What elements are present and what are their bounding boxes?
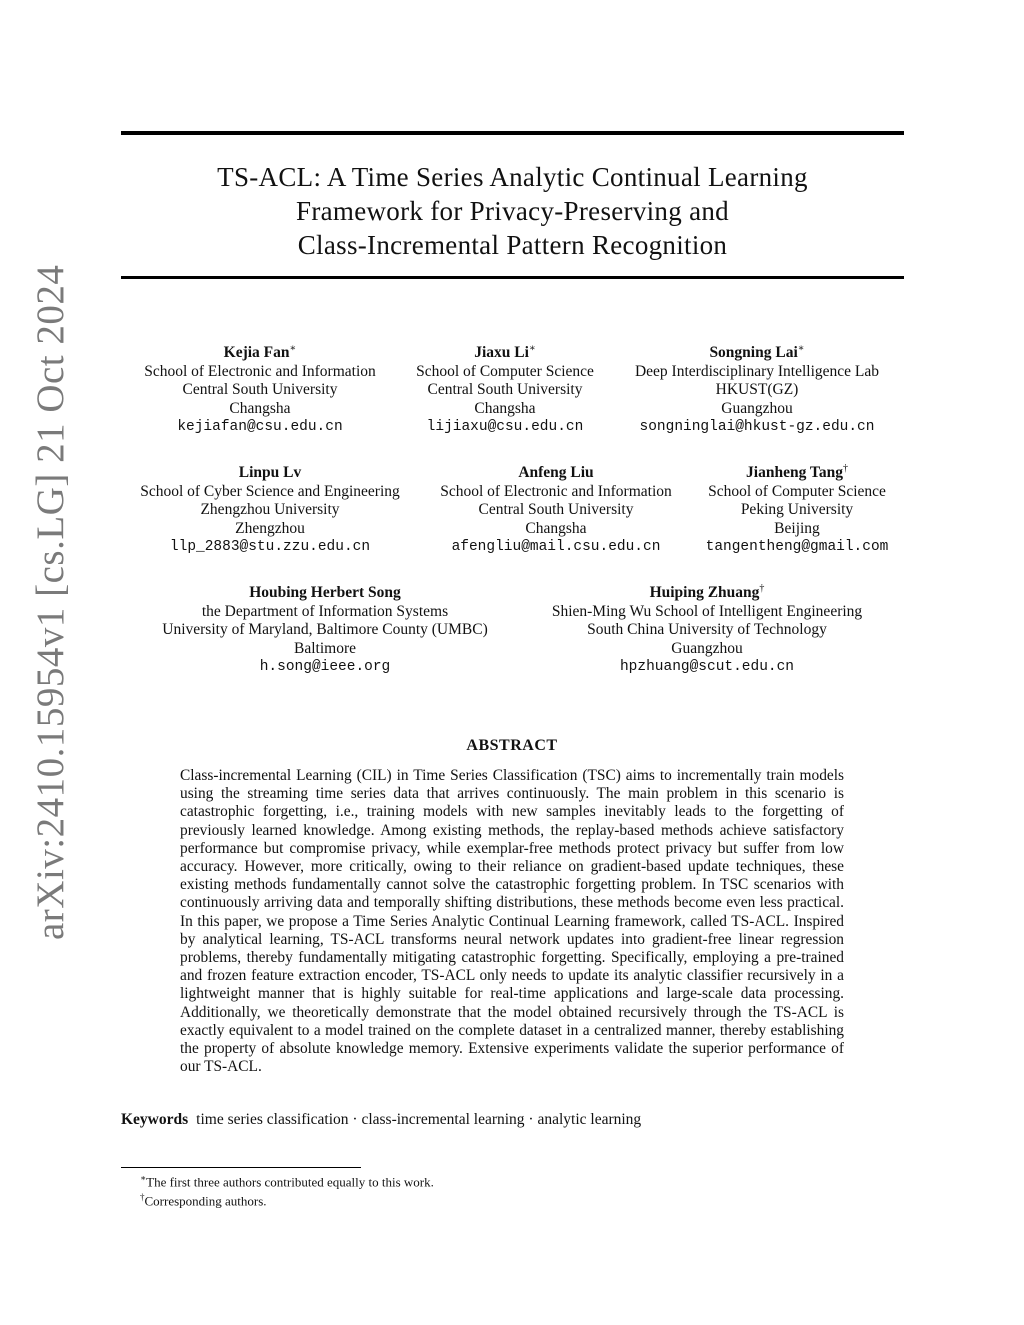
- author-city: Changsha: [525, 519, 587, 537]
- author-block: [145, 580, 505, 677]
- author-city: Guangzhou: [671, 639, 743, 657]
- keywords-text: time series classification · class-incremental learning · analytic learning: [196, 1111, 642, 1128]
- author-city: Guangzhou: [721, 399, 793, 417]
- keywords-label: Keywords: [121, 1111, 189, 1128]
- author-email[interactable]: h.song@ieee.org: [259, 659, 391, 676]
- author-name: Linpu Lv: [238, 464, 302, 482]
- author-email[interactable]: kejiafan@csu.edu.cn: [177, 419, 343, 436]
- author-email[interactable]: llp_2883@stu.zzu.edu.cn: [169, 539, 371, 556]
- author-affiliation: School of Computer Science: [416, 362, 594, 380]
- author-university: Zhengzhou University: [200, 501, 340, 519]
- abstract-heading: ABSTRACT: [466, 737, 558, 754]
- author-name: Houbing Herbert Song: [249, 584, 401, 602]
- author-university: South China University of Technology: [587, 621, 827, 639]
- author-affiliation: School of Electronic and Information: [440, 482, 672, 500]
- author-block: [125, 460, 415, 557]
- author-block: [695, 460, 899, 557]
- author-affiliation: School of Computer Science: [708, 482, 886, 500]
- author-name: Kejia Fan∗: [223, 343, 297, 362]
- author-name: Songning Lai∗: [709, 343, 805, 362]
- footnote: †Corresponding authors.: [140, 1192, 267, 1209]
- author-university: Central South University: [427, 381, 583, 399]
- author-affiliation: Deep Interdisciplinary Intelligence Lab: [634, 362, 880, 380]
- author-name: Huiping Zhuang†: [649, 583, 765, 602]
- author-affiliation: the Department of Information Systems: [201, 602, 449, 620]
- author-city: Baltimore: [294, 639, 356, 657]
- author-block: [425, 460, 687, 557]
- author-university: Central South University: [478, 501, 634, 519]
- author-block: [130, 340, 390, 437]
- paper-title: [121, 160, 904, 262]
- title-line-1: TS-ACL: A Time Series Analytic Continual Learning: [217, 162, 808, 192]
- author-city: Changsha: [474, 399, 536, 417]
- author-email[interactable]: songninglai@hkust-gz.edu.cn: [639, 419, 875, 436]
- title-bottom-rule: [121, 276, 904, 279]
- author-email[interactable]: afengliu@mail.csu.edu.cn: [451, 539, 661, 556]
- author-name: Anfeng Liu: [518, 464, 594, 482]
- author-affiliation: School of Electronic and Information: [144, 362, 376, 380]
- author-university: University of Maryland, Baltimore County (UMBC): [162, 621, 488, 639]
- author-name: Jiaxu Li∗: [474, 343, 536, 362]
- author-university: Central South University: [182, 381, 338, 399]
- abstract-text: Class-incremental Learning (CIL) in Time Series Classification (TSC) aims to incrementally train models using the streaming time series data that arrives continuously. The main problem in this scenario is catastrophic forgetting, i.e., training models with new samples inevitably leads to the forgetting of previously learned knowledge. Among existing methods, the replay-based methods achieve satisfactory performance but compromise privacy, while exemplar-free methods protect privacy but suffer from low accuracy. However, more critically, owing to their reliance on gradient-based update techniques, these existing methods fundamentally cannot solve the catastrophic forgetting problem. In TSC scenarios with continuously arriving data and temporally shifting distributions, these methods become even less practical. In this paper, we propose a Time Series Analytic Continual Learning framework, called TS-ACL. Inspired by analytical learning, TS-ACL transforms neural network updates into gradient-free linear regression problems, thereby fundamentally mitigating catastrophic forgetting. Specifically, employing a pre-trained and frozen feature extraction encoder, TS-ACL only needs to update its analytic classifier recursively in a lightweight manner that is highly suitable for real-time applications and large-scale data processing. Additionally, we theoretically demonstrate that the model obtained recursively through the TS-ACL is exactly equivalent to a model trained on the complete dataset in a centralized manner, thereby establishing the property of absolute knowledge memory. Extensive experiments validate the superior performance of our TS-ACL.: [180, 767, 844, 1076]
- author-university: Peking University: [740, 501, 854, 519]
- title-line-2: Framework for Privacy-Preserving and: [296, 196, 729, 226]
- author-block: [620, 340, 894, 437]
- author-block: [530, 580, 884, 677]
- author-city: Changsha: [229, 399, 291, 417]
- arxiv-identifier: arXiv:2410.15954v1 [cs.LG] 21 Oct 2024: [29, 264, 72, 940]
- keywords: [121, 1111, 641, 1129]
- author-name: Jianheng Tang†: [746, 463, 848, 482]
- author-email[interactable]: tangentheng@gmail.com: [705, 539, 889, 556]
- footnote: ∗The first three authors contributed equally to this work.: [140, 1173, 434, 1190]
- author-affiliation: School of Cyber Science and Engineering: [140, 482, 400, 500]
- author-affiliation: Shien-Ming Wu School of Intelligent Engineering: [551, 602, 863, 620]
- author-block: [395, 340, 615, 437]
- author-city: Zhengzhou: [235, 519, 305, 537]
- author-email[interactable]: hpzhuang@scut.edu.cn: [619, 659, 795, 676]
- author-university: HKUST(GZ): [715, 381, 799, 399]
- title-top-rule: [121, 131, 904, 135]
- title-line-3: Class-Incremental Pattern Recognition: [297, 230, 728, 260]
- author-email[interactable]: lijiaxu@csu.edu.cn: [426, 419, 584, 436]
- footnote-rule: [121, 1167, 361, 1168]
- author-city: Beijing: [774, 519, 820, 537]
